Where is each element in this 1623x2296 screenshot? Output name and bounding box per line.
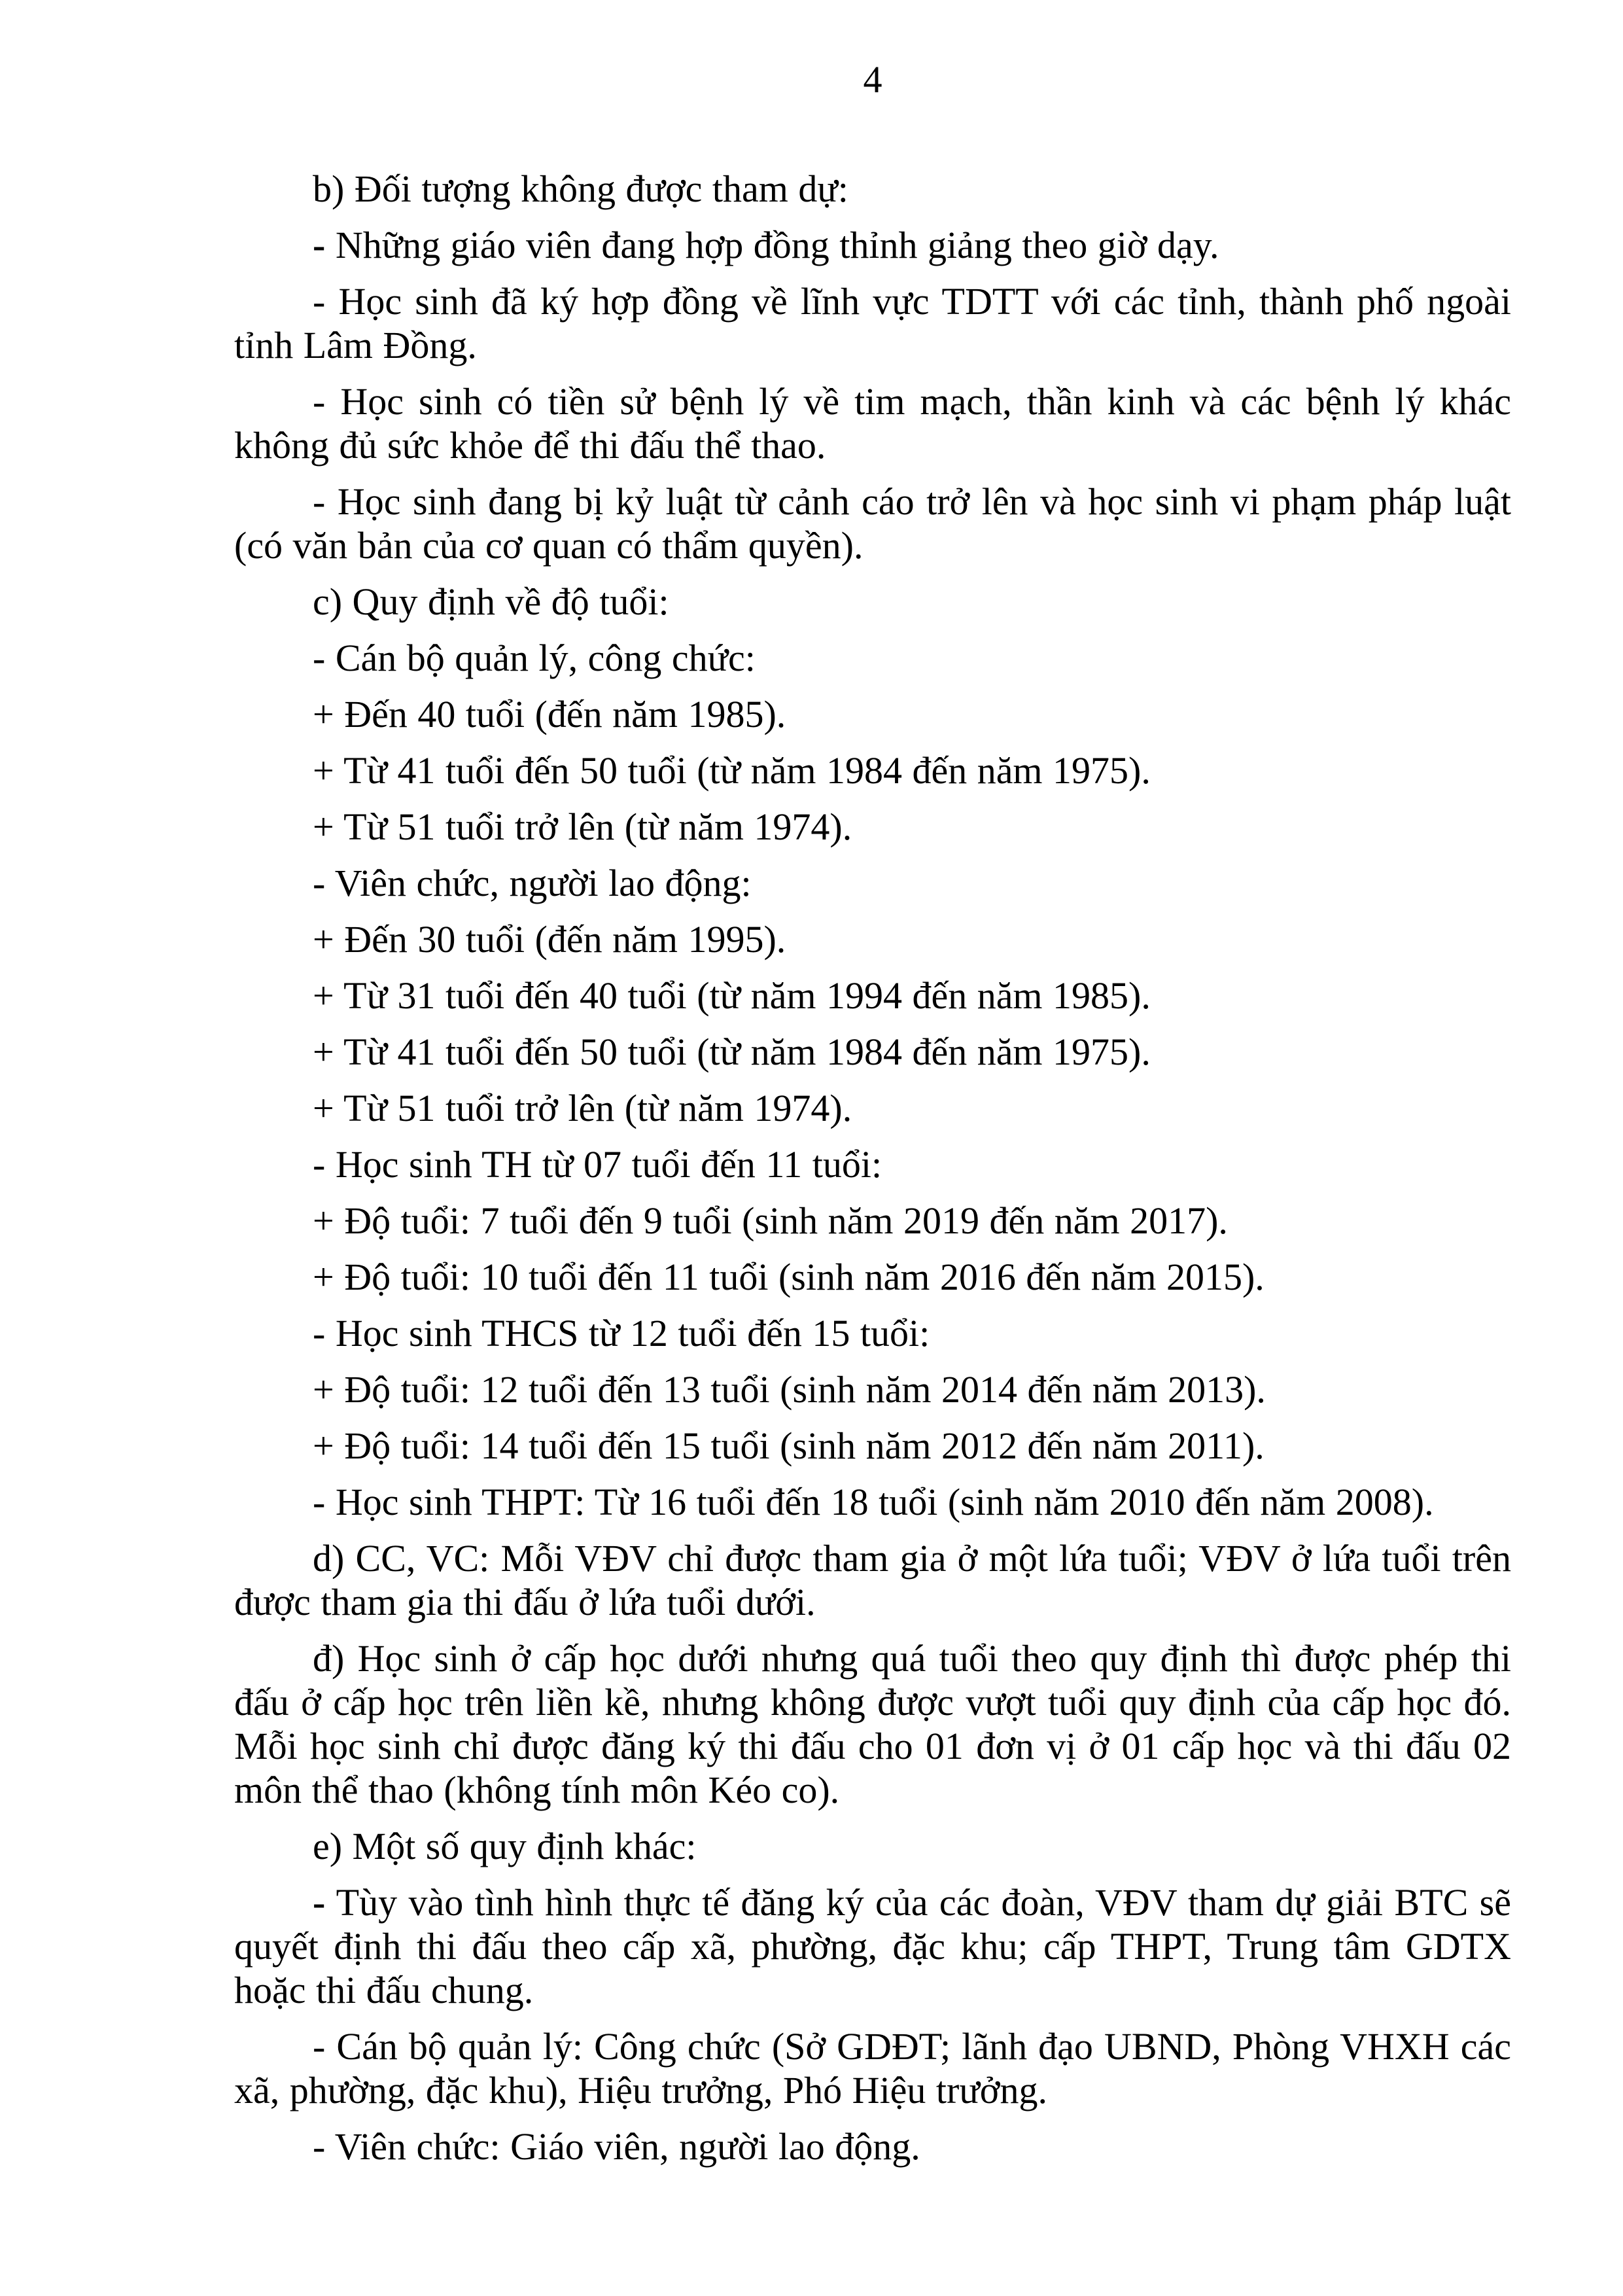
paragraph: + Đến 40 tuổi (đến năm 1985). bbox=[313, 693, 786, 735]
paragraph: e) Một số quy định khác: bbox=[313, 1825, 697, 1867]
paragraph: - Học sinh đang bị kỷ luật từ cảnh cáo trở lên và học sinh vi phạm pháp luật (có văn bản của cơ quan có thẩm quyền). bbox=[234, 480, 1511, 567]
paragraph: d) CC, VC: Mỗi VĐV chỉ được tham gia ở một lứa tuổi; VĐV ở lứa tuổi trên được tham gia thi đấu ở lứa tuổi dưới. bbox=[234, 1537, 1511, 1623]
paragraph: + Độ tuổi: 7 tuổi đến 9 tuổi (sinh năm 2019 đến năm 2017). bbox=[313, 1199, 1228, 1242]
paragraph: + Độ tuổi: 14 tuổi đến 15 tuổi (sinh năm 2012 đến năm 2011). bbox=[313, 1424, 1265, 1467]
paragraph: - Học sinh có tiền sử bệnh lý về tim mạch, thần kinh và các bệnh lý khác không đủ sức khỏe để thi đấu thể thao. bbox=[234, 380, 1511, 467]
paragraph-lead-dash: - bbox=[313, 224, 326, 266]
paragraph: + Đến 30 tuổi (đến năm 1995). bbox=[313, 918, 786, 961]
paragraph: - Cán bộ quản lý, công chức: bbox=[313, 637, 756, 679]
paragraph: + Từ 41 tuổi đến 50 tuổi (từ năm 1984 đến năm 1975). bbox=[313, 749, 1151, 792]
document-body bbox=[234, 167, 1511, 2168]
paragraph: - Tùy vào tình hình thực tế đăng ký của các đoàn, VĐV tham dự giải BTC sẽ quyết định thi đấu theo cấp xã, phường, đặc khu; cấp THPT, Trung tâm GDTX hoặc thi đấu chung. bbox=[234, 1881, 1511, 2011]
page-number: 4 bbox=[863, 58, 882, 101]
paragraph: + Độ tuổi: 10 tuổi đến 11 tuổi (sinh năm 2016 đến năm 2015). bbox=[313, 1256, 1265, 1298]
paragraph: - Học sinh TH từ 07 tuổi đến 11 tuổi: bbox=[313, 1143, 882, 1186]
paragraph: + Từ 51 tuổi trở lên (từ năm 1974). bbox=[313, 1087, 852, 1129]
paragraph-lead-dash: - bbox=[313, 1881, 326, 1924]
paragraph: c) Quy định về độ tuổi: bbox=[313, 580, 669, 623]
paragraph: - Học sinh đã ký hợp đồng về lĩnh vực TDTT với các tỉnh, thành phố ngoài tỉnh Lâm Đồng. bbox=[234, 280, 1511, 366]
paragraph: - Những giáo viên đang hợp đồng thỉnh giảng theo giờ dạy. bbox=[313, 224, 1219, 266]
paragraph: - Cán bộ quản lý: Công chức (Sở GDĐT; lãnh đạo UBND, Phòng VHXH các xã, phường, đặc khu), Hiệu trưởng, Phó Hiệu trưởng. bbox=[234, 2025, 1511, 2111]
paragraph: đ) Học sinh ở cấp học dưới nhưng quá tuổi theo quy định thì được phép thi đấu ở cấp học trên liền kề, nhưng không được vượt tuổi quy định của cấp học đó. Mỗi học sinh chỉ được đăng ký thi đấu cho 01 đơn vị ở 01 cấp học và thi đấu 02 môn thể thao (không tính môn Kéo co). bbox=[234, 1637, 1511, 1811]
paragraph: b) Đối tượng không được tham dự: bbox=[313, 168, 848, 210]
paragraph: + Độ tuổi: 12 tuổi đến 13 tuổi (sinh năm 2014 đến năm 2013). bbox=[313, 1368, 1266, 1411]
paragraph: - Viên chức, người lao động: bbox=[313, 862, 752, 904]
paragraph: - Học sinh THCS từ 12 tuổi đến 15 tuổi: bbox=[313, 1312, 930, 1354]
paragraph: + Từ 31 tuổi đến 40 tuổi (từ năm 1994 đến năm 1985). bbox=[313, 974, 1151, 1017]
paragraph: + Từ 41 tuổi đến 50 tuổi (từ năm 1984 đến năm 1975). bbox=[313, 1031, 1151, 1073]
paragraph: + Từ 51 tuổi trở lên (từ năm 1974). bbox=[313, 805, 852, 848]
paragraph: - Học sinh THPT: Từ 16 tuổi đến 18 tuổi (sinh năm 2010 đến năm 2008). bbox=[313, 1481, 1434, 1523]
paragraph: - Viên chức: Giáo viên, người lao động. bbox=[313, 2125, 920, 2168]
